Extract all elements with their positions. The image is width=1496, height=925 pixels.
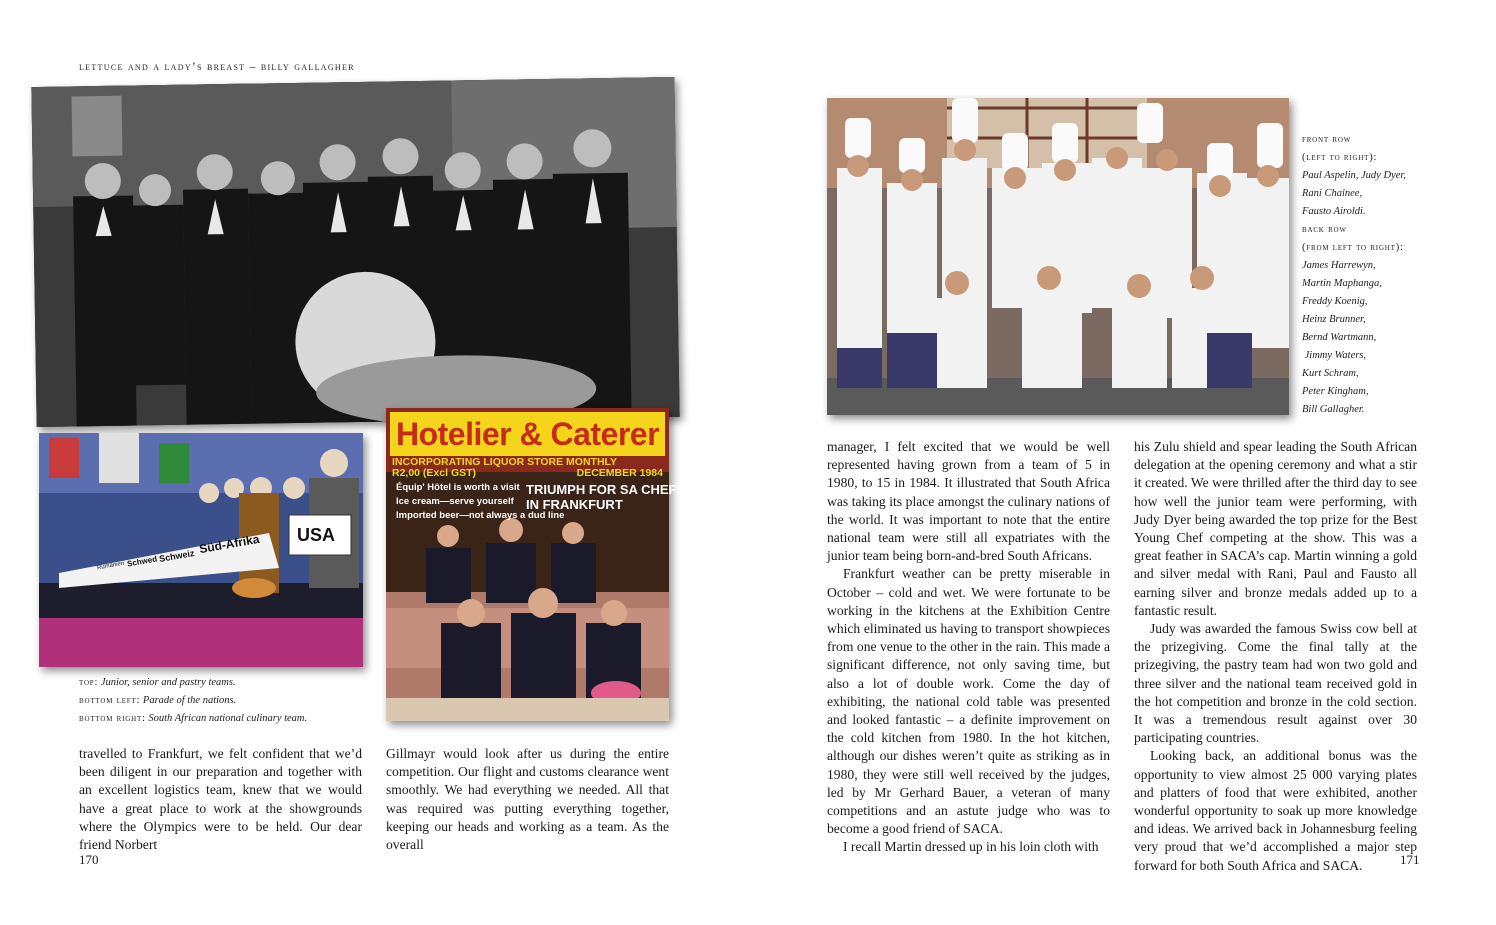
magazine-date: DECEMBER 1984	[576, 467, 663, 479]
right-body-column-1	[827, 438, 1110, 857]
caption-name: Fausto Airoldi.	[1302, 206, 1366, 217]
caption-line-bottom-right	[79, 710, 307, 728]
team-photo-bw-graphic	[31, 77, 679, 427]
caption-name: Heinz Brunner,	[1302, 314, 1366, 325]
caption-text: South African national culinary team.	[148, 713, 308, 724]
caption-name: Jimmy Waters,	[1302, 350, 1367, 361]
caption-name: Martin Maphanga,	[1302, 278, 1382, 289]
magazine-headline	[526, 482, 685, 512]
body-paragraph: I recall Martin dressed up in his loin cloth with	[843, 839, 1099, 855]
back-row-name	[1302, 257, 1492, 275]
back-row-name	[1302, 365, 1492, 383]
caption-name: Bill Gallagher.	[1302, 404, 1365, 415]
caption-name: Rani Chainee,	[1302, 188, 1363, 199]
caption-line-top	[79, 674, 307, 692]
caption-text: Parade of the nations.	[142, 695, 237, 706]
body-paragraph: his Zulu shield and spear leading the South African delegation at the opening ceremony and what a stir it created. We were thrilled after the third day to see how well the junior team were performing, with Judy Dyer being awarded the top prize for the Best Young Chef competing at the show. This was a great feather in SACA’s cap. Martin winning a gold and silver medal with Rani, Paul and Fausto all earning silver and bronze medals added up to a fantastic result.	[1134, 439, 1417, 618]
magazine-price: R2,00 (Excl GST)	[392, 467, 477, 479]
sign-schweiz: Schweiz	[158, 547, 196, 565]
front-row-name	[1302, 185, 1492, 203]
page-number-right: 171	[1400, 852, 1420, 867]
front-row-label: front row	[1302, 134, 1352, 145]
right-page	[748, 0, 1496, 925]
chefs-team-photo-graphic	[827, 98, 1289, 415]
body-paragraph: Gillmayr would look after us during the entire competition. Our flight and customs clearance went smoothly. We had everything we needed. All that was required was putting everything together, keeping our heads and working as a team. As the overall	[386, 746, 669, 853]
parade-photo	[39, 433, 363, 667]
caption-name: James Harrewyn,	[1302, 260, 1376, 271]
caption-name: Kurt Schram,	[1302, 368, 1359, 379]
magazine-subtitle	[392, 457, 663, 479]
sign-usa: USA	[297, 525, 336, 545]
back-row-name	[1302, 311, 1492, 329]
caption-name: Freddy Koenig,	[1302, 296, 1368, 307]
left-body-column-1	[79, 745, 362, 854]
back-row-name	[1302, 347, 1492, 365]
magazine-teaser-2: Ice cream—serve yourself	[396, 496, 514, 507]
back-row-name	[1302, 293, 1492, 311]
sign-schwed: Schwed	[126, 554, 158, 569]
magazine-cover	[386, 408, 686, 721]
back-row-sub: (from left to right):	[1302, 242, 1404, 253]
caption-label: top:	[79, 677, 99, 688]
caption-name: Peter Kingham,	[1302, 386, 1369, 397]
back-row-name	[1302, 383, 1492, 401]
magazine-title: Hotelier & Caterer	[390, 412, 665, 456]
front-row-name	[1302, 203, 1492, 221]
chefs-team-photo	[827, 98, 1289, 415]
body-paragraph: travelled to Frankfurt, we felt confident that we’d been diligent in our preparation and together with an excellent logistics team, knew that we would have a great place to work at the showgrounds where the Olympics were to be held. Our dear friend Norbert	[79, 746, 362, 853]
back-row-name	[1302, 401, 1492, 419]
caption-label: bottom left:	[79, 695, 141, 706]
body-paragraph: manager, I felt excited that we would be well represented having grown from a team of 5 in 1980, to 15 in 1984. It illustrated that South Africa was taking its place amongst the culinary nations of the world. It was important to note that the entire national team were still all expatriates with the junior team being born-and-bred South Africans.	[827, 439, 1110, 564]
front-row-sub: (left to right):	[1302, 152, 1378, 163]
body-paragraph: Frankfurt weather can be pretty miserable in October – cold and wet. We were fortunate to be working in the kitchens at the Exhibition Centre which eliminated us having to transport showpieces from one venue to the other in the rain. This made a significant difference, not only saving time, but also a lot of double work. Come the day of exhibiting, the national cold table was presented and looked fantastic – a definite improvement on the cold kitchen from 1980. In the hot kitchen, although our dishes weren’t quite as striking as in 1980, they were still well received by the judges, led by Mr Gerhard Bauer, a veteran of many competitions and an astute judge who was to become a good friend of SACA.	[827, 566, 1110, 837]
body-paragraph: Judy was awarded the famous Swiss cow bell at the prizegiving. Come the final tally at the prizegiving, the pastry team had won two gold and three silver and the national team received gold in the hot competition and bronze in the cold section. It was a tremendous result against over 30 participating countries.	[1134, 621, 1417, 746]
sign-small: Rumänien	[96, 560, 125, 572]
magazine-headline-line2: IN FRANKFURT	[526, 497, 623, 512]
body-paragraph: Looking back, an additional bonus was the opportunity to view almost 25 000 varying plates and platters of food that were exhibited, another wonderful opportunity to soak up more knowledge and ideas. We arrived back in Johannesburg feeling very proud that we’d accomplished a major step forward for both South Africa and SACA.	[1134, 748, 1417, 873]
page-number-left: 170	[79, 852, 99, 867]
back-row-label: back row	[1302, 224, 1347, 235]
caption-label: bottom right:	[79, 713, 146, 724]
chefs-photo-caption	[1302, 131, 1492, 419]
caption-name: Bernd Wartmann,	[1302, 332, 1377, 343]
left-photo-caption	[79, 674, 307, 728]
magazine-teaser-3: Imported beer—not always a dud line	[396, 510, 565, 521]
team-photo-bw	[31, 77, 679, 427]
caption-line-bottom-left	[79, 692, 307, 710]
front-row-name	[1302, 167, 1492, 185]
caption-text: Junior, senior and pastry teams.	[100, 677, 236, 688]
back-row-name	[1302, 329, 1492, 347]
running-head: lettuce and a lady’s breast – billy gallagher	[79, 61, 355, 73]
magazine-liquor: INCORPORATING LIQUOR STORE MONTHLY	[392, 456, 617, 468]
back-row-name	[1302, 275, 1492, 293]
magazine-teaser-1: Équip' Hôtel is worth a visit	[396, 482, 520, 493]
caption-name: Paul Aspelin, Judy Dyer,	[1302, 170, 1406, 181]
right-body-column-2	[1134, 438, 1417, 875]
sign-sud-afrika: Süd-Afrika	[198, 531, 261, 557]
magazine-headline-line1: TRIUMPH FOR SA CHEFS	[526, 482, 686, 497]
left-body-column-2	[386, 745, 669, 854]
